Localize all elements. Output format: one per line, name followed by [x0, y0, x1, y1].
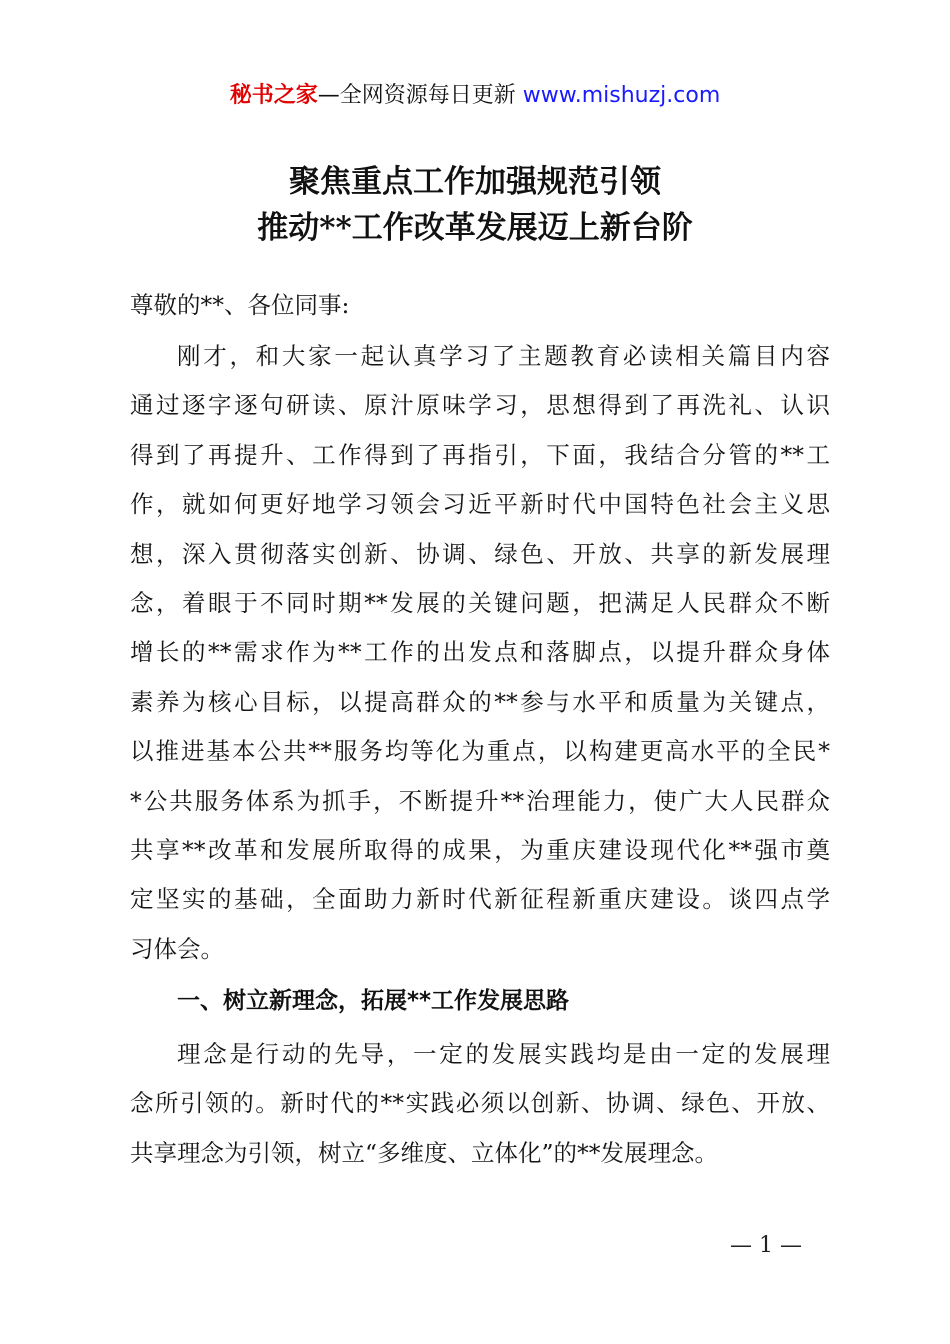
- page-number: — 1 —: [730, 1233, 802, 1258]
- paragraph-line: 作，就如何更好地学习领会习近平新时代中国特色社会主义思: [130, 490, 830, 519]
- website-banner: [0, 80, 950, 112]
- body-paragraph-1: [130, 332, 830, 974]
- paragraph-line: 刚才，和大家一起认真学习了主题教育必读相关篇目内容: [177, 342, 830, 370]
- paragraph-line: 增长的**需求作为**工作的出发点和落脚点，以提升群众身体: [130, 638, 830, 667]
- paragraph-line: *公共服务体系为抓手，不断提升**治理能力，使广大人民群众: [130, 786, 830, 815]
- paragraph-line: 共享理念为引领，树立“多维度、立体化”的**发展理念。: [130, 1138, 719, 1167]
- paragraph-line: 定坚实的基础，全面助力新时代新征程新重庆建设。谈四点学: [130, 885, 830, 914]
- paragraph-line: 得到了再提升、工作得到了再指引，下面，我结合分管的**工: [130, 440, 830, 469]
- body-paragraph-2: [130, 1030, 830, 1178]
- document-title-line-2: 推动**工作改革发展迈上新台阶: [257, 210, 693, 246]
- paragraph-line: 理念是行动的先导，一定的发展实践均是由一定的发展理: [177, 1040, 830, 1068]
- paragraph-line: 想，深入贯彻落实创新、协调、绿色、开放、共享的新发展理: [130, 539, 830, 568]
- paragraph-line: 习体会。: [130, 934, 224, 963]
- paragraph-line: 通过逐字逐句研读、原汁原味学习，思想得到了再洗礼、认识: [130, 391, 830, 420]
- section-heading-1: 一、树立新理念，拓展**工作发展思路: [177, 988, 570, 1014]
- paragraph-line: 素养为核心目标，以提高群众的**参与水平和质量为关键点，: [130, 687, 830, 716]
- paragraph-line: 共享**改革和发展所取得的成果，为重庆建设现代化**强市奠: [130, 835, 830, 864]
- paragraph-line: 念所引领的。新时代的**实践必须以创新、协调、绿色、开放、: [130, 1089, 830, 1118]
- paragraph-line: 念，着眼于不同时期**发展的关键问题，把满足人民群众不断: [130, 588, 830, 617]
- paragraph-line: 以推进基本公共**服务均等化为重点，以构建更高水平的全民*: [130, 737, 830, 766]
- website-url[interactable]: www.mishuzj.com: [522, 83, 721, 108]
- document-title-line-1: 聚焦重点工作加强规范引领: [289, 164, 661, 200]
- banner-slogan: —全网资源每日更新: [317, 83, 516, 108]
- brand-name: 秘书之家: [229, 83, 318, 108]
- salutation: 尊敬的**、各位同事:: [130, 291, 350, 319]
